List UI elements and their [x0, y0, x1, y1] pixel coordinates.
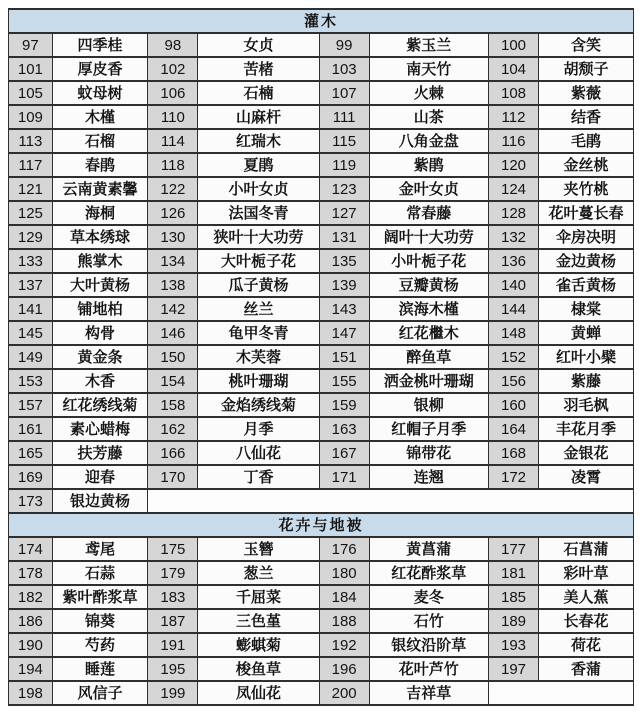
plant-number-cell: 138	[148, 273, 198, 297]
section-header-title: 灌木	[9, 9, 634, 33]
plant-number-cell: 165	[9, 441, 53, 465]
plant-number-cell: 137	[9, 273, 53, 297]
plant-name-cell: 黄蝉	[539, 321, 634, 345]
plant-number-cell: 175	[148, 537, 198, 561]
plant-number-cell: 174	[9, 537, 53, 561]
plant-number-cell: 135	[319, 249, 369, 273]
plant-number-cell: 192	[319, 633, 369, 657]
plant-number-cell: 118	[148, 153, 198, 177]
plant-number-cell: 186	[9, 609, 53, 633]
plant-name-cell: 云南黄素馨	[52, 177, 148, 201]
table-row	[9, 201, 634, 225]
plant-name-cell: 豆瓣黄杨	[369, 273, 488, 297]
plant-name-cell: 构骨	[52, 321, 148, 345]
plant-name-cell: 连翘	[369, 465, 488, 489]
table-row	[9, 585, 634, 609]
plant-name-cell: 彩叶草	[539, 561, 634, 585]
plant-number-cell: 167	[319, 441, 369, 465]
plant-name-cell: 石楠	[198, 81, 319, 105]
plant-name-cell: 石菖蒲	[539, 537, 634, 561]
plant-number-cell: 187	[148, 609, 198, 633]
plant-number-cell: 134	[148, 249, 198, 273]
plant-name-cell: 醉鱼草	[369, 345, 488, 369]
plant-name-cell: 紫鹃	[369, 153, 488, 177]
plant-name-cell: 花叶芦竹	[369, 657, 488, 681]
plant-name-cell: 红花绣线菊	[52, 393, 148, 417]
table-row	[9, 441, 634, 465]
plant-number-cell: 101	[9, 57, 53, 81]
plant-name-cell: 厚皮香	[52, 57, 148, 81]
plant-name-cell: 金焰绣线菊	[198, 393, 319, 417]
plant-name-cell: 桃叶珊瑚	[198, 369, 319, 393]
plant-number-cell: 172	[489, 465, 539, 489]
plant-number-cell: 155	[319, 369, 369, 393]
plant-name-cell: 银纹沿阶草	[369, 633, 488, 657]
plant-name-cell: 银柳	[369, 393, 488, 417]
table-row	[9, 345, 634, 369]
plant-name-cell: 凌霄	[539, 465, 634, 489]
plant-number-cell: 179	[148, 561, 198, 585]
plant-name-cell: 羽毛枫	[539, 393, 634, 417]
plant-number-cell: 136	[489, 249, 539, 273]
plant-number-cell: 188	[319, 609, 369, 633]
plant-number-cell: 106	[148, 81, 198, 105]
plant-name-cell: 蚊母树	[52, 81, 148, 105]
plant-number-cell: 97	[9, 33, 53, 57]
plant-name-cell: 夹竹桃	[539, 177, 634, 201]
plant-number-cell: 151	[319, 345, 369, 369]
plant-number-cell: 197	[489, 657, 539, 681]
plant-number-cell: 185	[489, 585, 539, 609]
plant-number-cell: 170	[148, 465, 198, 489]
plant-name-cell: 丝兰	[198, 297, 319, 321]
plant-name-cell: 草本绣球	[52, 225, 148, 249]
plant-name-cell: 石竹	[369, 609, 488, 633]
plant-name-cell: 丁香	[198, 465, 319, 489]
table-row	[9, 225, 634, 249]
plant-number-cell: 198	[9, 681, 53, 705]
table-row	[9, 561, 634, 585]
plant-number-cell: 156	[489, 369, 539, 393]
plant-name-cell: 木芙蓉	[198, 345, 319, 369]
plant-name-cell: 荷花	[539, 633, 634, 657]
plant-number-cell: 124	[489, 177, 539, 201]
plant-number-cell: 141	[9, 297, 53, 321]
table-row	[9, 273, 634, 297]
plant-table	[8, 8, 634, 706]
plant-number-cell: 129	[9, 225, 53, 249]
plant-name-cell: 扶芳藤	[52, 441, 148, 465]
plant-number-cell: 164	[489, 417, 539, 441]
plant-number-cell: 119	[319, 153, 369, 177]
section-row	[9, 513, 634, 537]
plant-name-cell: 红帽子月季	[369, 417, 488, 441]
plant-name-cell: 胡颓子	[539, 57, 634, 81]
plant-number-cell: 162	[148, 417, 198, 441]
plant-name-cell: 丰花月季	[539, 417, 634, 441]
table-row	[9, 81, 634, 105]
plant-name-cell: 大叶黄杨	[52, 273, 148, 297]
plant-name-cell: 四季桂	[52, 33, 148, 57]
plant-name-cell: 玉簪	[198, 537, 319, 561]
table-row	[9, 105, 634, 129]
plant-name-cell: 黄菖蒲	[369, 537, 488, 561]
plant-number-cell: 199	[148, 681, 198, 705]
plant-name-cell: 伞房决明	[539, 225, 634, 249]
table-row	[9, 393, 634, 417]
plant-number-cell: 161	[9, 417, 53, 441]
plant-name-cell: 大叶栀子花	[198, 249, 319, 273]
plant-name-cell: 蟛蜞菊	[198, 633, 319, 657]
plant-name-cell: 阔叶十大功劳	[369, 225, 488, 249]
table-row	[9, 153, 634, 177]
plant-name-cell: 瓜子黄杨	[198, 273, 319, 297]
section-header-title: 花卉与地被	[9, 513, 634, 537]
plant-number-cell: 183	[148, 585, 198, 609]
plant-name-cell: 南天竹	[369, 57, 488, 81]
plant-name-cell: 紫薇	[539, 81, 634, 105]
plant-name-cell: 千屈菜	[198, 585, 319, 609]
plant-number-cell: 113	[9, 129, 53, 153]
plant-name-cell: 八仙花	[198, 441, 319, 465]
empty-cell	[148, 489, 634, 513]
plant-number-cell: 180	[319, 561, 369, 585]
plant-number-cell: 153	[9, 369, 53, 393]
plant-number-cell: 146	[148, 321, 198, 345]
plant-number-cell: 117	[9, 153, 53, 177]
plant-name-cell: 常春藤	[369, 201, 488, 225]
plant-name-cell: 木槿	[52, 105, 148, 129]
plant-number-cell: 126	[148, 201, 198, 225]
plant-name-cell: 锦带花	[369, 441, 488, 465]
plant-table-body	[9, 9, 634, 705]
plant-name-cell: 睡莲	[52, 657, 148, 681]
plant-name-cell: 苦楮	[198, 57, 319, 81]
table-row	[9, 297, 634, 321]
plant-number-cell: 200	[319, 681, 369, 705]
table-row	[9, 129, 634, 153]
plant-name-cell: 滨海木槿	[369, 297, 488, 321]
plant-name-cell: 黄金条	[52, 345, 148, 369]
plant-name-cell: 红叶小檗	[539, 345, 634, 369]
plant-name-cell: 风信子	[52, 681, 148, 705]
plant-number-cell: 111	[319, 105, 369, 129]
section-row	[9, 9, 634, 33]
plant-number-cell: 125	[9, 201, 53, 225]
plant-number-cell: 123	[319, 177, 369, 201]
plant-number-cell: 128	[489, 201, 539, 225]
plant-number-cell: 157	[9, 393, 53, 417]
plant-number-cell: 150	[148, 345, 198, 369]
plant-number-cell: 168	[489, 441, 539, 465]
plant-name-cell: 金丝桃	[539, 153, 634, 177]
plant-name-cell: 山麻杆	[198, 105, 319, 129]
plant-name-cell: 夏鹃	[198, 153, 319, 177]
plant-name-cell: 狭叶十大功劳	[198, 225, 319, 249]
plant-name-cell: 结香	[539, 105, 634, 129]
plant-name-cell: 女贞	[198, 33, 319, 57]
plant-number-cell: 108	[489, 81, 539, 105]
table-row	[9, 633, 634, 657]
plant-number-cell: 100	[489, 33, 539, 57]
table-row	[9, 177, 634, 201]
table-row	[9, 417, 634, 441]
plant-number-cell: 166	[148, 441, 198, 465]
plant-name-cell: 铺地柏	[52, 297, 148, 321]
plant-number-cell: 112	[489, 105, 539, 129]
table-row	[9, 249, 634, 273]
plant-name-cell: 八角金盘	[369, 129, 488, 153]
table-row	[9, 33, 634, 57]
plant-name-cell: 棣棠	[539, 297, 634, 321]
plant-number-cell: 147	[319, 321, 369, 345]
plant-name-cell: 山茶	[369, 105, 488, 129]
plant-name-cell: 木香	[52, 369, 148, 393]
plant-name-cell: 香蒲	[539, 657, 634, 681]
plant-number-cell: 122	[148, 177, 198, 201]
plant-name-cell: 法国冬青	[198, 201, 319, 225]
table-row	[9, 681, 634, 705]
plant-number-cell: 110	[148, 105, 198, 129]
plant-number-cell: 196	[319, 657, 369, 681]
table-row	[9, 537, 634, 561]
plant-name-cell: 小叶女贞	[198, 177, 319, 201]
plant-number-cell: 140	[489, 273, 539, 297]
plant-number-cell: 178	[9, 561, 53, 585]
plant-number-cell: 114	[148, 129, 198, 153]
plant-number-cell: 120	[489, 153, 539, 177]
plant-name-cell: 石蒜	[52, 561, 148, 585]
table-row	[9, 489, 634, 513]
plant-name-cell: 小叶栀子花	[369, 249, 488, 273]
table-row	[9, 609, 634, 633]
plant-name-cell: 迎春	[52, 465, 148, 489]
plant-number-cell: 176	[319, 537, 369, 561]
plant-number-cell: 163	[319, 417, 369, 441]
plant-number-cell: 169	[9, 465, 53, 489]
plant-number-cell: 143	[319, 297, 369, 321]
table-row	[9, 369, 634, 393]
plant-number-cell: 115	[319, 129, 369, 153]
plant-name-cell: 红花酢浆草	[369, 561, 488, 585]
plant-name-cell: 洒金桃叶珊瑚	[369, 369, 488, 393]
plant-number-cell: 158	[148, 393, 198, 417]
plant-number-cell: 194	[9, 657, 53, 681]
plant-number-cell: 182	[9, 585, 53, 609]
plant-name-cell: 海桐	[52, 201, 148, 225]
plant-number-cell: 148	[489, 321, 539, 345]
plant-name-cell: 红瑞木	[198, 129, 319, 153]
plant-name-cell: 素心蜡梅	[52, 417, 148, 441]
plant-name-cell: 凤仙花	[198, 681, 319, 705]
plant-name-cell: 含笑	[539, 33, 634, 57]
plant-number-cell: 104	[489, 57, 539, 81]
plant-number-cell: 160	[489, 393, 539, 417]
plant-name-cell: 石榴	[52, 129, 148, 153]
plant-number-cell: 145	[9, 321, 53, 345]
plant-name-cell: 毛鹃	[539, 129, 634, 153]
plant-number-cell: 133	[9, 249, 53, 273]
plant-name-cell: 花叶蔓长春	[539, 201, 634, 225]
plant-number-cell: 105	[9, 81, 53, 105]
plant-number-cell: 190	[9, 633, 53, 657]
plant-name-cell: 金边黄杨	[539, 249, 634, 273]
plant-number-cell: 127	[319, 201, 369, 225]
plant-name-cell: 麦冬	[369, 585, 488, 609]
plant-number-cell: 189	[489, 609, 539, 633]
plant-name-cell: 长春花	[539, 609, 634, 633]
plant-name-cell: 吉祥草	[369, 681, 488, 705]
plant-number-cell: 177	[489, 537, 539, 561]
plant-number-cell: 109	[9, 105, 53, 129]
plant-name-cell: 雀舌黄杨	[539, 273, 634, 297]
plant-number-cell: 181	[489, 561, 539, 585]
plant-name-cell: 紫叶酢浆草	[52, 585, 148, 609]
plant-number-cell: 184	[319, 585, 369, 609]
plant-number-cell: 99	[319, 33, 369, 57]
table-row	[9, 465, 634, 489]
plant-name-cell: 锦葵	[52, 609, 148, 633]
plant-number-cell: 131	[319, 225, 369, 249]
plant-name-cell: 银边黄杨	[52, 489, 148, 513]
plant-number-cell: 152	[489, 345, 539, 369]
plant-name-cell: 紫藤	[539, 369, 634, 393]
plant-number-cell: 102	[148, 57, 198, 81]
plant-number-cell: 154	[148, 369, 198, 393]
plant-name-cell: 火棘	[369, 81, 488, 105]
plant-number-cell: 121	[9, 177, 53, 201]
plant-name-cell: 春鹃	[52, 153, 148, 177]
plant-name-cell: 金叶女贞	[369, 177, 488, 201]
plant-number-cell: 142	[148, 297, 198, 321]
plant-name-cell: 鸢尾	[52, 537, 148, 561]
plant-name-cell: 红花檵木	[369, 321, 488, 345]
plant-name-cell: 芍药	[52, 633, 148, 657]
plant-number-cell: 195	[148, 657, 198, 681]
plant-name-cell: 紫玉兰	[369, 33, 488, 57]
plant-name-cell: 葱兰	[198, 561, 319, 585]
plant-name-cell: 梭鱼草	[198, 657, 319, 681]
table-row	[9, 321, 634, 345]
plant-number-cell: 107	[319, 81, 369, 105]
plant-number-cell: 132	[489, 225, 539, 249]
plant-name-cell: 美人蕉	[539, 585, 634, 609]
plant-number-cell: 139	[319, 273, 369, 297]
empty-cell	[489, 681, 634, 705]
table-row	[9, 57, 634, 81]
plant-number-cell: 171	[319, 465, 369, 489]
plant-number-cell: 116	[489, 129, 539, 153]
plant-name-cell: 龟甲冬青	[198, 321, 319, 345]
plant-name-cell: 三色堇	[198, 609, 319, 633]
plant-number-cell: 103	[319, 57, 369, 81]
plant-number-cell: 191	[148, 633, 198, 657]
plant-number-cell: 98	[148, 33, 198, 57]
plant-number-cell: 149	[9, 345, 53, 369]
plant-name-cell: 金银花	[539, 441, 634, 465]
plant-number-cell: 130	[148, 225, 198, 249]
plant-name-cell: 月季	[198, 417, 319, 441]
plant-number-cell: 144	[489, 297, 539, 321]
plant-number-cell: 193	[489, 633, 539, 657]
plant-number-cell: 159	[319, 393, 369, 417]
table-row	[9, 657, 634, 681]
plant-name-cell: 熊掌木	[52, 249, 148, 273]
plant-number-cell: 173	[9, 489, 53, 513]
